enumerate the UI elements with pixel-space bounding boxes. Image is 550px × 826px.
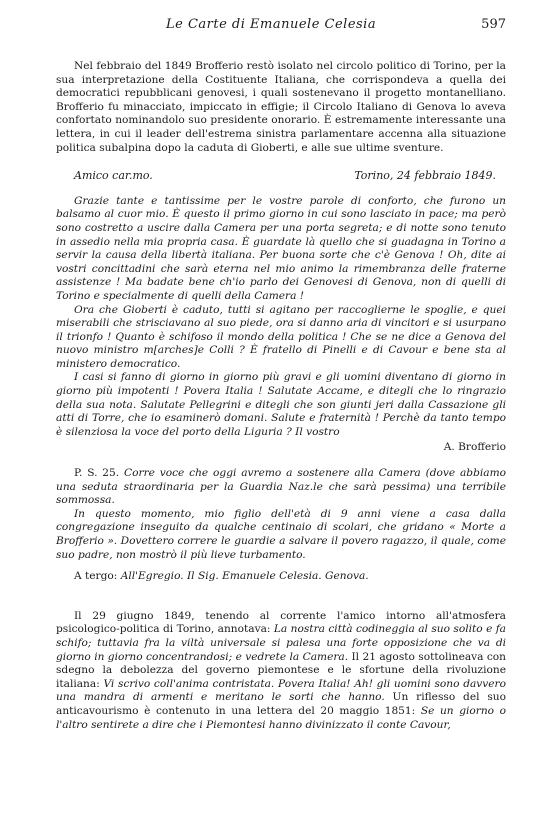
closing-text-3: Un riflesso del suo anticavourismo è contenuto in una lettera del 20 maggio 1851: bbox=[56, 691, 506, 717]
closing-text-1: Il 29 giugno 1849, tenendo al corrente l'amico intorno all'atmosfera psicologico-politica di Torino, annotava: bbox=[56, 609, 506, 636]
page-number: 597 bbox=[481, 17, 506, 32]
running-title: Le Carte di Emanuele Celesia bbox=[166, 17, 377, 32]
page-header bbox=[56, 18, 506, 38]
address-label: A tergo: bbox=[74, 570, 118, 583]
letter-salutation: Amico car.mo. bbox=[74, 169, 153, 183]
postscript bbox=[56, 467, 506, 508]
letter-place-date: Torino, 24 febbraio 1849. bbox=[354, 169, 496, 183]
letter-paragraph: Grazie tante e tantissime per le vostre parole di conforto, che furono un balsamo al cuor mio. È questo il primo giorno in cui sono lasciato in pace; ma però sono costretto a uscire dalla Camera per una porta segreta; e di notte sono tenuto in assedio nella mia propria casa. È guardate là quello che si guadagna in Torino a servir la causa della libertà italiana. Per buona sorte che c'è Genova ! Oh, dite ai vostri concittadini che sarà eterna nel mio animo la rimembranza delle fraterne assistenze ! Ma badate bene ch'io parlo dei Genovesi di Genova, non di quelli di Torino e specialmente di quelli della Camera ! bbox=[56, 194, 506, 302]
closing-quote-1: La nostra città codineggia al suo solito e fa schifo; tuttavia fra la viltà universale si palesa una forte opposizione che va di giorno in giorno concentrandosi; e vedrete la Camera. bbox=[56, 623, 506, 663]
letter-paragraph: Ora che Gioberti è caduto, tutti si agitano per raccoglierne le spoglie, e quei miserabili che strisciavano al suo piede, ora si danno aria di vincitori e si usurpano il trionfo ! Quanto è schifoso il mondo della politica ! Che se ne dice a Genova del nuovo ministro m[arches]e Colli ? È fratello di Pinelli e di Cavour e bene sta al ministero democratico. bbox=[56, 303, 506, 370]
address-text: All'Egregio. Il Sig. Emanuele Celesia. Genova. bbox=[120, 570, 369, 583]
postscript-text: Corre voce che oggi avremo a sostenere alla Camera (dove abbiamo una seduta straordinaria per la Guardia Naz.le che sarà pessima) una terribile sommossa. bbox=[56, 467, 506, 507]
intro-paragraph: Nel febbraio del 1849 Brofferio restò isolato nel circolo politico di Torino, per la sua interpretazione della Costituente Italiana, che corrispondeva a quella dei democratici repubblicani genovesi, i quali sostenevano il progetto montanelliano. Brofferio fu minacciato, impiccato in effigie; il Circolo Italiano di Genova lo aveva confortato nominandolo suo presidente onorario. È estremamente interessante una lettera, in cui il leader dell'estrema sinistra parlamentare accenna alla situazione politica subalpina dopo la caduta di Gioberti, e alle sue ultime sventure. bbox=[56, 60, 506, 154]
postscript-mark: P. S. 25. bbox=[74, 467, 120, 480]
letter-signature: A. Brofferio bbox=[443, 441, 506, 454]
letter-address bbox=[56, 570, 506, 584]
closing-quote-3: Se un giorno o l'altro sentirete a dire che i Piemontesi hanno divinizzato il conte Cavour, bbox=[56, 704, 506, 731]
letter-paragraph: I casi si fanno di giorno in giorno più gravi e gli uomini diventano di giorno in giorno più impotenti ! Povera Italia ! Salutate Accame, e ditegli che lo ringrazio della sua nota. Salutate Pellegrini e ditegli che son giunti jeri dalla Cassazione gli atti di Torre, che io esaminerò domani. Salute e fraternità ! Perchè da tanto tempo è silenziosa la voce del porto della Liguria ? Il vostro bbox=[56, 371, 506, 438]
closing-paragraph bbox=[56, 610, 506, 732]
postscript-continuation: In questo momento, mio figlio dell'età di 9 anni viene a casa dalla congregazione inseguito da qualche centinaio di scolari, che gridano « Morte a Brofferio ». Dovettero correre le guardie a salvare il povero ragazzo, il quale, come suo padre, non mostrò il più lieve turbamento. bbox=[56, 507, 506, 561]
letter-heading bbox=[56, 169, 506, 183]
closing-text-2: Il 21 agosto sottolineava con sdegno la debolezza del governo piemontese e le sfortune della rivoluzione italiana: bbox=[56, 650, 506, 690]
letter-body bbox=[56, 195, 506, 455]
closing-quote-2: Vi scrivo coll'anima contristata. Povera Italia! Ah! gli uomini sono davvero una mandra di armenti e meritano le sorti che hanno. bbox=[56, 677, 506, 704]
